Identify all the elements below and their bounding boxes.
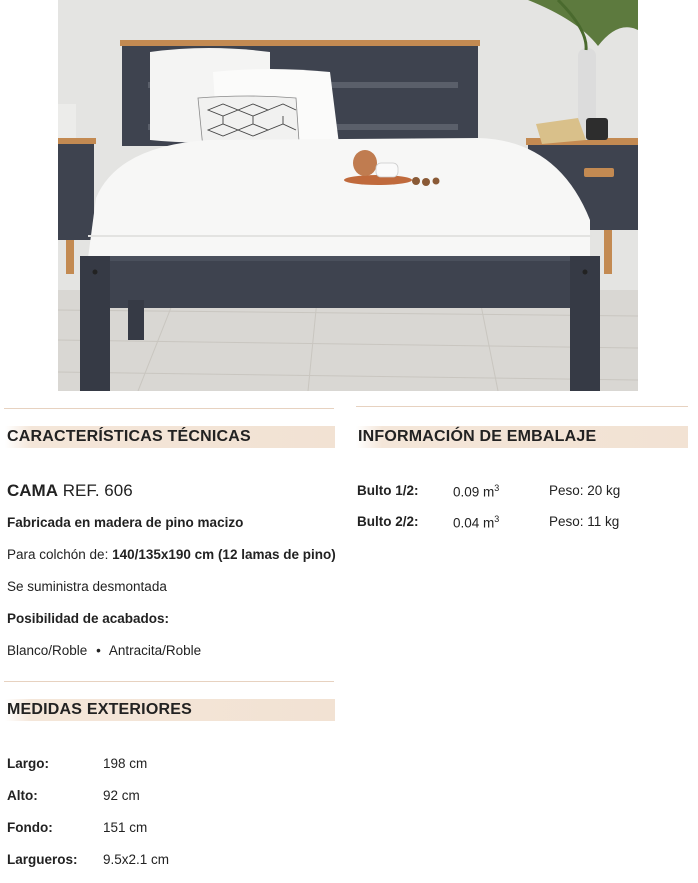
technical-header: CARACTERÍSTICAS TÉCNICAS <box>5 426 335 448</box>
product-title <box>7 481 133 501</box>
dimensions-header: MEDIDAS EXTERIORES <box>5 699 335 721</box>
dimensions-rule <box>4 681 334 682</box>
package-row-volume <box>453 514 499 531</box>
mattress-value: 140/135x190 cm (12 lamas de pino) <box>112 547 336 562</box>
product-ref: REF. 606 <box>62 481 133 500</box>
product-photo <box>58 0 638 391</box>
technical-rule <box>4 408 334 409</box>
dimension-label: Largo: <box>7 756 49 771</box>
mattress-label: Para colchón de: <box>7 547 109 562</box>
dimension-value: 151 cm <box>103 820 148 835</box>
cubic-superscript: 3 <box>494 514 500 524</box>
finishes-list <box>7 643 201 658</box>
mattress-line <box>7 547 336 562</box>
package-row-label: Bulto 2/2: <box>357 514 419 529</box>
package-volume-value: 0.04 m <box>453 515 495 531</box>
dimension-value: 198 cm <box>103 756 148 771</box>
package-row-label: Bulto 1/2: <box>357 483 419 498</box>
bullet-separator: • <box>96 643 101 658</box>
finish-option-2: Antracita/Roble <box>108 643 202 658</box>
finish-option-1: Blanco/Roble <box>7 643 88 658</box>
package-volume-value: 0.09 m <box>453 484 495 500</box>
cubic-superscript: 3 <box>494 483 500 493</box>
product-name: CAMA <box>7 481 58 500</box>
packaging-rule <box>356 406 688 407</box>
bed-illustration <box>58 0 638 391</box>
package-row-volume <box>453 483 499 500</box>
package-row-weight: Peso: 20 kg <box>549 483 621 498</box>
dimension-label: Largueros: <box>7 852 78 867</box>
finishes-label: Posibilidad de acabados: <box>7 611 170 626</box>
material-text: Fabricada en madera de pino macizo <box>7 515 244 530</box>
dimension-value: 92 cm <box>103 788 140 803</box>
dimension-label: Alto: <box>7 788 38 803</box>
assembly-text: Se suministra desmontada <box>7 579 167 594</box>
dimension-label: Fondo: <box>7 820 53 835</box>
packaging-header: INFORMACIÓN DE EMBALAJE <box>356 426 688 448</box>
package-row-weight: Peso: 11 kg <box>549 514 620 529</box>
dimension-value: 9.5x2.1 cm <box>103 852 170 867</box>
